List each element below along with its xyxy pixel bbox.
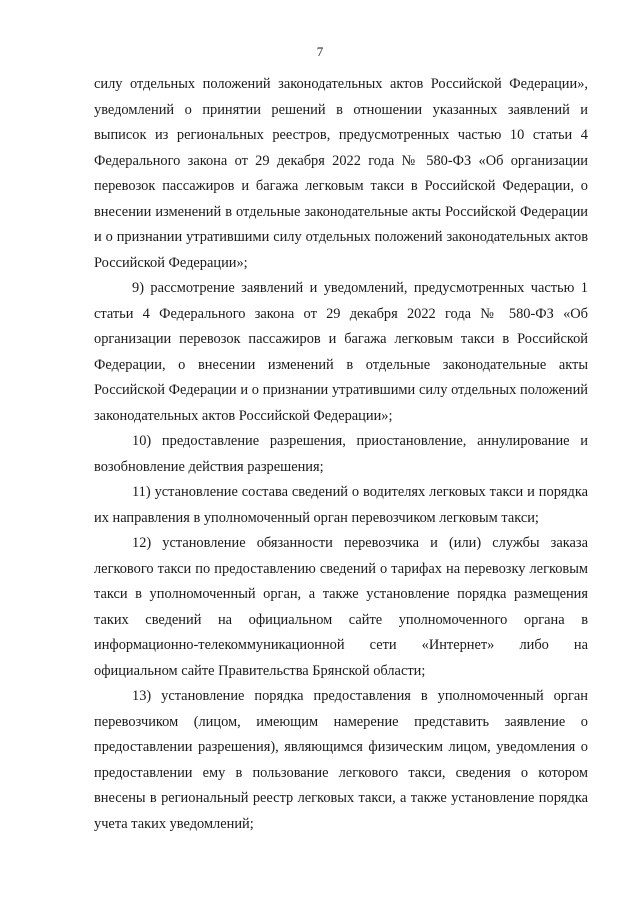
paragraph-item-10: 10) предоставление разрешения, приостановление, аннулирование и возобновление действия разрешения; [94,433,588,475]
document-body [94,72,588,837]
paragraph-item-12: 12) установление обязанности перевозчика и (или) службы заказа легкового такси по предоставлению сведений о тарифах на перевозку легковым такси в уполномоченный орган, а также установление порядка размещения таких сведений на официальном сайте уполномоченного органа в информационно-телекоммуникационной сети «Интернет» либо на официальном сайте Правительства Брянской области; [94,535,588,679]
page-number: 7 [316,44,324,59]
paragraph-continuation: силу отдельных положений законодательных актов Российской Федерации», уведомлений о принятии решений в отношении указанных заявлений и выписок из региональных реестров, предусмотренных частью 10 статьи 4 Федерального закона от 29 декабря 2022 года № 580-ФЗ «Об организации перевозок пассажиров и багажа легковым такси в Российской Федерации, о внесении изменений в отдельные законодательные акты Российской Федерации и о признании утратившими силу отдельных положений законодательных актов Российской Федерации»; [94,76,588,271]
paragraph-item-13: 13) установление порядка предоставления в уполномоченный орган перевозчиком (лицом, имеющим намерение представить заявление о предоставлении разрешения), являющимся физическим лицом, уведомления о предоставлении ему в пользование легкового такси, сведения о котором внесены в региональный реестр легковых такси, а также установление порядка учета таких уведомлений; [94,688,588,832]
paragraph-item-9: 9) рассмотрение заявлений и уведомлений, предусмотренных частью 1 статьи 4 Федерального закона от 29 декабря 2022 года № 580-ФЗ «Об организации перевозок пассажиров и багажа легковым такси в Российской Федерации, о внесении изменений в отдельные законодательные акты Российской Федерации и о признании утратившими силу отдельных положений законодательных актов Российской Федерации»; [94,280,588,424]
paragraph-item-11: 11) установление состава сведений о водителях легковых такси и порядка их направления в уполномоченный орган перевозчиком легковым такси; [94,484,588,526]
